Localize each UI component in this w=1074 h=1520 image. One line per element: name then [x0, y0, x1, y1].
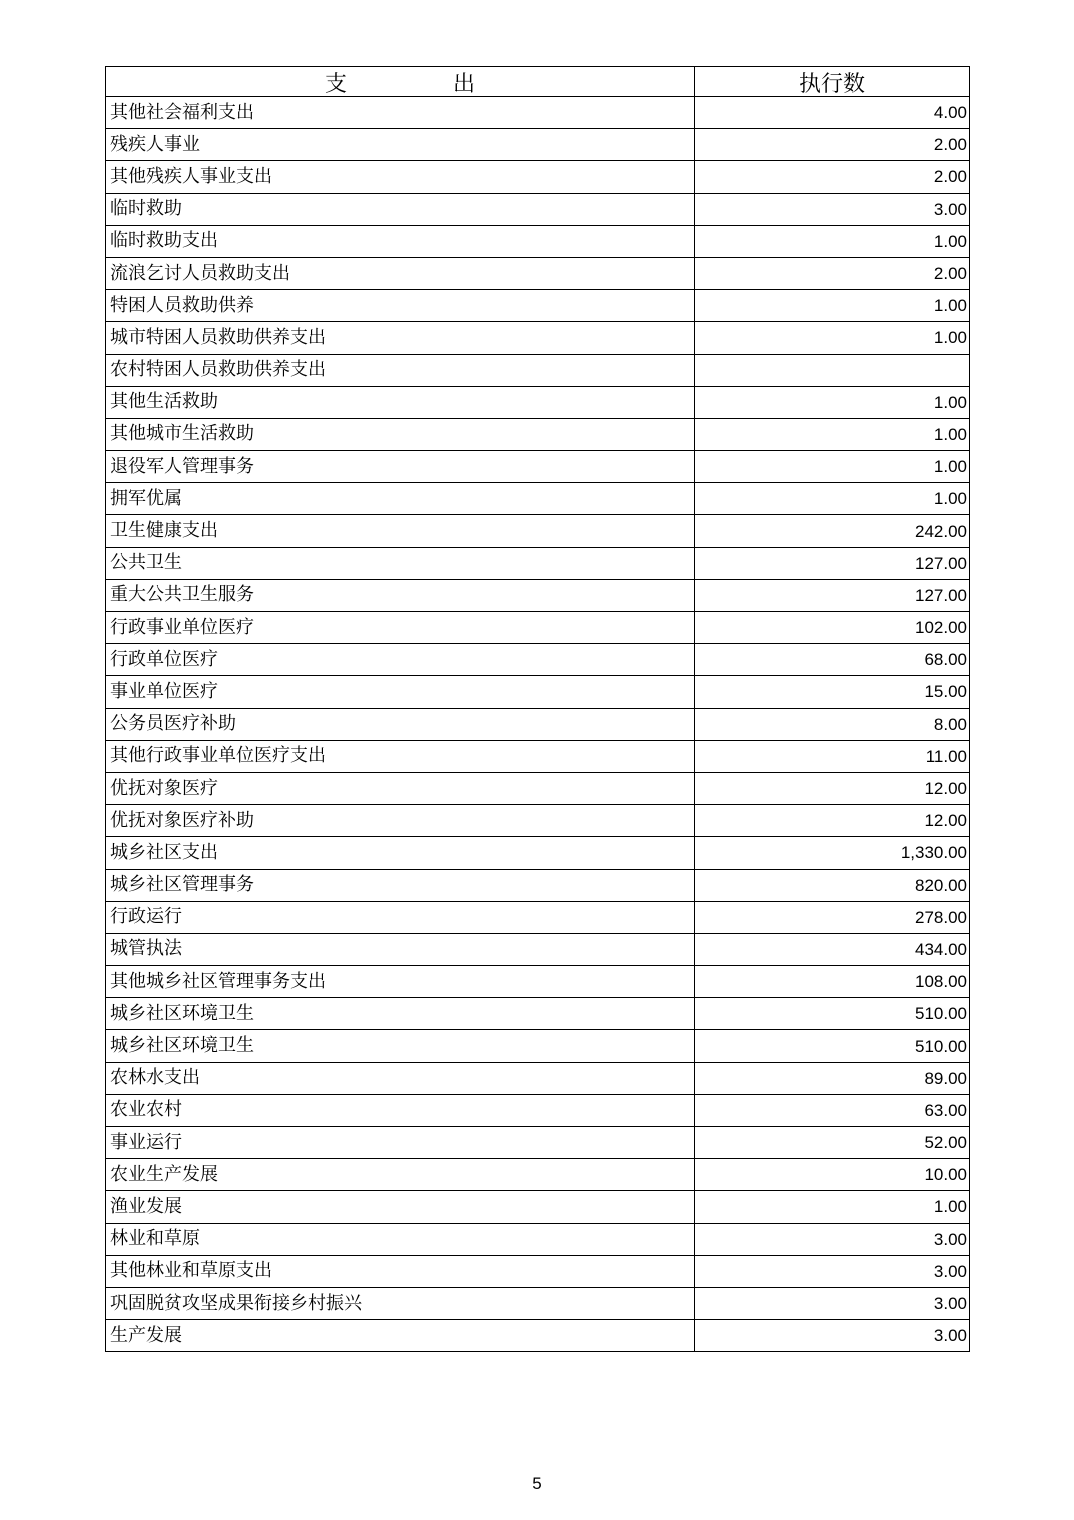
- table-body: [106, 97, 970, 1352]
- row-item-name: 农业农村: [106, 1094, 695, 1126]
- row-executed-value: 1.00: [695, 290, 970, 322]
- table-row: [106, 805, 970, 837]
- table-row: [106, 998, 970, 1030]
- row-executed-value: 11.00: [695, 740, 970, 772]
- row-item-name: 城乡社区环境卫生: [106, 1030, 695, 1062]
- table-row: [106, 129, 970, 161]
- row-item-name: 公务员医疗补助: [106, 708, 695, 740]
- row-item-name: 其他城市生活救助: [106, 418, 695, 450]
- table-row: [106, 644, 970, 676]
- row-executed-value: 108.00: [695, 966, 970, 998]
- table-row: [106, 612, 970, 644]
- table-row: [106, 547, 970, 579]
- row-item-name: 特困人员救助供养: [106, 290, 695, 322]
- table-row: [106, 483, 970, 515]
- table-row: [106, 901, 970, 933]
- table-row: [106, 579, 970, 611]
- header-expenditure: [106, 67, 695, 97]
- row-executed-value: 89.00: [695, 1062, 970, 1094]
- row-item-name: 行政事业单位医疗: [106, 612, 695, 644]
- row-item-name: 拥军优属: [106, 483, 695, 515]
- row-executed-value: 1,330.00: [695, 837, 970, 869]
- row-executed-value: 1.00: [695, 225, 970, 257]
- header-expenditure-char2: 出: [453, 72, 476, 97]
- row-executed-value: 15.00: [695, 676, 970, 708]
- row-executed-value: [695, 354, 970, 386]
- row-item-name: 农林水支出: [106, 1062, 695, 1094]
- row-item-name: 其他城乡社区管理事务支出: [106, 966, 695, 998]
- row-executed-value: 434.00: [695, 933, 970, 965]
- row-item-name: 农业生产发展: [106, 1159, 695, 1191]
- table-row: [106, 193, 970, 225]
- row-executed-value: 3.00: [695, 1255, 970, 1287]
- table-row: [106, 225, 970, 257]
- table-row: [106, 1287, 970, 1319]
- row-executed-value: 3.00: [695, 193, 970, 225]
- row-item-name: 事业运行: [106, 1127, 695, 1159]
- table-row: [106, 1191, 970, 1223]
- table-row: [106, 515, 970, 547]
- row-item-name: 优抚对象医疗: [106, 772, 695, 804]
- table-row: [106, 451, 970, 483]
- row-item-name: 生产发展: [106, 1320, 695, 1352]
- table-row: [106, 354, 970, 386]
- row-item-name: 重大公共卫生服务: [106, 579, 695, 611]
- row-item-name: 城乡社区支出: [106, 837, 695, 869]
- table-row: [106, 869, 970, 901]
- row-executed-value: 1.00: [695, 322, 970, 354]
- row-item-name: 城管执法: [106, 933, 695, 965]
- row-item-name: 卫生健康支出: [106, 515, 695, 547]
- row-executed-value: 510.00: [695, 998, 970, 1030]
- table-row: [106, 418, 970, 450]
- row-executed-value: 820.00: [695, 869, 970, 901]
- row-executed-value: 1.00: [695, 418, 970, 450]
- row-item-name: 农村特困人员救助供养支出: [106, 354, 695, 386]
- table-row: [106, 1127, 970, 1159]
- row-item-name: 行政运行: [106, 901, 695, 933]
- row-item-name: 残疾人事业: [106, 129, 695, 161]
- header-expenditure-char1: 支: [324, 72, 347, 97]
- table-row: [106, 386, 970, 418]
- row-item-name: 优抚对象医疗补助: [106, 805, 695, 837]
- row-executed-value: 2.00: [695, 129, 970, 161]
- row-item-name: 巩固脱贫攻坚成果衔接乡村振兴: [106, 1287, 695, 1319]
- row-executed-value: 2.00: [695, 257, 970, 289]
- row-executed-value: 3.00: [695, 1320, 970, 1352]
- row-item-name: 林业和草原: [106, 1223, 695, 1255]
- row-item-name: 城市特困人员救助供养支出: [106, 322, 695, 354]
- table-row: [106, 1030, 970, 1062]
- row-executed-value: 1.00: [695, 451, 970, 483]
- table-row: [106, 933, 970, 965]
- row-item-name: 临时救助: [106, 193, 695, 225]
- table-row: [106, 322, 970, 354]
- row-item-name: 渔业发展: [106, 1191, 695, 1223]
- row-executed-value: 127.00: [695, 547, 970, 579]
- table-row: [106, 708, 970, 740]
- row-executed-value: 3.00: [695, 1223, 970, 1255]
- table-row: [106, 257, 970, 289]
- table-header-row: [106, 67, 970, 97]
- row-executed-value: 1.00: [695, 1191, 970, 1223]
- table-row: [106, 1255, 970, 1287]
- row-item-name: 公共卫生: [106, 547, 695, 579]
- row-executed-value: 2.00: [695, 161, 970, 193]
- table-row: [106, 1223, 970, 1255]
- row-executed-value: 12.00: [695, 772, 970, 804]
- row-item-name: 流浪乞讨人员救助支出: [106, 257, 695, 289]
- header-executed-amount: 执行数: [695, 67, 970, 97]
- row-item-name: 行政单位医疗: [106, 644, 695, 676]
- table-row: [106, 290, 970, 322]
- row-item-name: 其他残疾人事业支出: [106, 161, 695, 193]
- row-item-name: 临时救助支出: [106, 225, 695, 257]
- table-row: [106, 161, 970, 193]
- row-executed-value: 4.00: [695, 97, 970, 129]
- row-executed-value: 8.00: [695, 708, 970, 740]
- row-item-name: 其他行政事业单位医疗支出: [106, 740, 695, 772]
- row-executed-value: 278.00: [695, 901, 970, 933]
- row-executed-value: 12.00: [695, 805, 970, 837]
- row-item-name: 事业单位医疗: [106, 676, 695, 708]
- row-item-name: 其他生活救助: [106, 386, 695, 418]
- table-row: [106, 740, 970, 772]
- row-executed-value: 3.00: [695, 1287, 970, 1319]
- row-executed-value: 242.00: [695, 515, 970, 547]
- table-row: [106, 1062, 970, 1094]
- table-row: [106, 966, 970, 998]
- row-item-name: 城乡社区环境卫生: [106, 998, 695, 1030]
- row-executed-value: 510.00: [695, 1030, 970, 1062]
- table-row: [106, 772, 970, 804]
- row-item-name: 其他林业和草原支出: [106, 1255, 695, 1287]
- expenditure-table: [105, 66, 970, 1352]
- page-number: 5: [532, 1474, 542, 1493]
- table-row: [106, 1094, 970, 1126]
- row-executed-value: 10.00: [695, 1159, 970, 1191]
- row-executed-value: 1.00: [695, 483, 970, 515]
- row-item-name: 退役军人管理事务: [106, 451, 695, 483]
- table-row: [106, 1320, 970, 1352]
- row-executed-value: 1.00: [695, 386, 970, 418]
- table-row: [106, 837, 970, 869]
- row-executed-value: 127.00: [695, 579, 970, 611]
- row-item-name: 其他社会福利支出: [106, 97, 695, 129]
- table-row: [106, 676, 970, 708]
- row-executed-value: 68.00: [695, 644, 970, 676]
- row-executed-value: 52.00: [695, 1127, 970, 1159]
- table-row: [106, 97, 970, 129]
- table-row: [106, 1159, 970, 1191]
- row-item-name: 城乡社区管理事务: [106, 869, 695, 901]
- row-executed-value: 102.00: [695, 612, 970, 644]
- row-executed-value: 63.00: [695, 1094, 970, 1126]
